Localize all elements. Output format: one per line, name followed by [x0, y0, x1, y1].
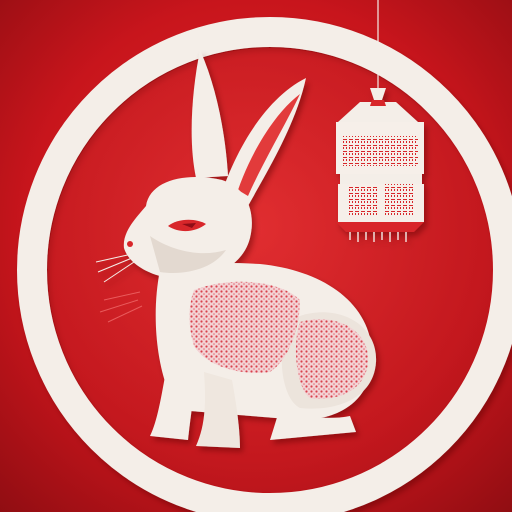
rabbit-nose	[127, 241, 133, 247]
